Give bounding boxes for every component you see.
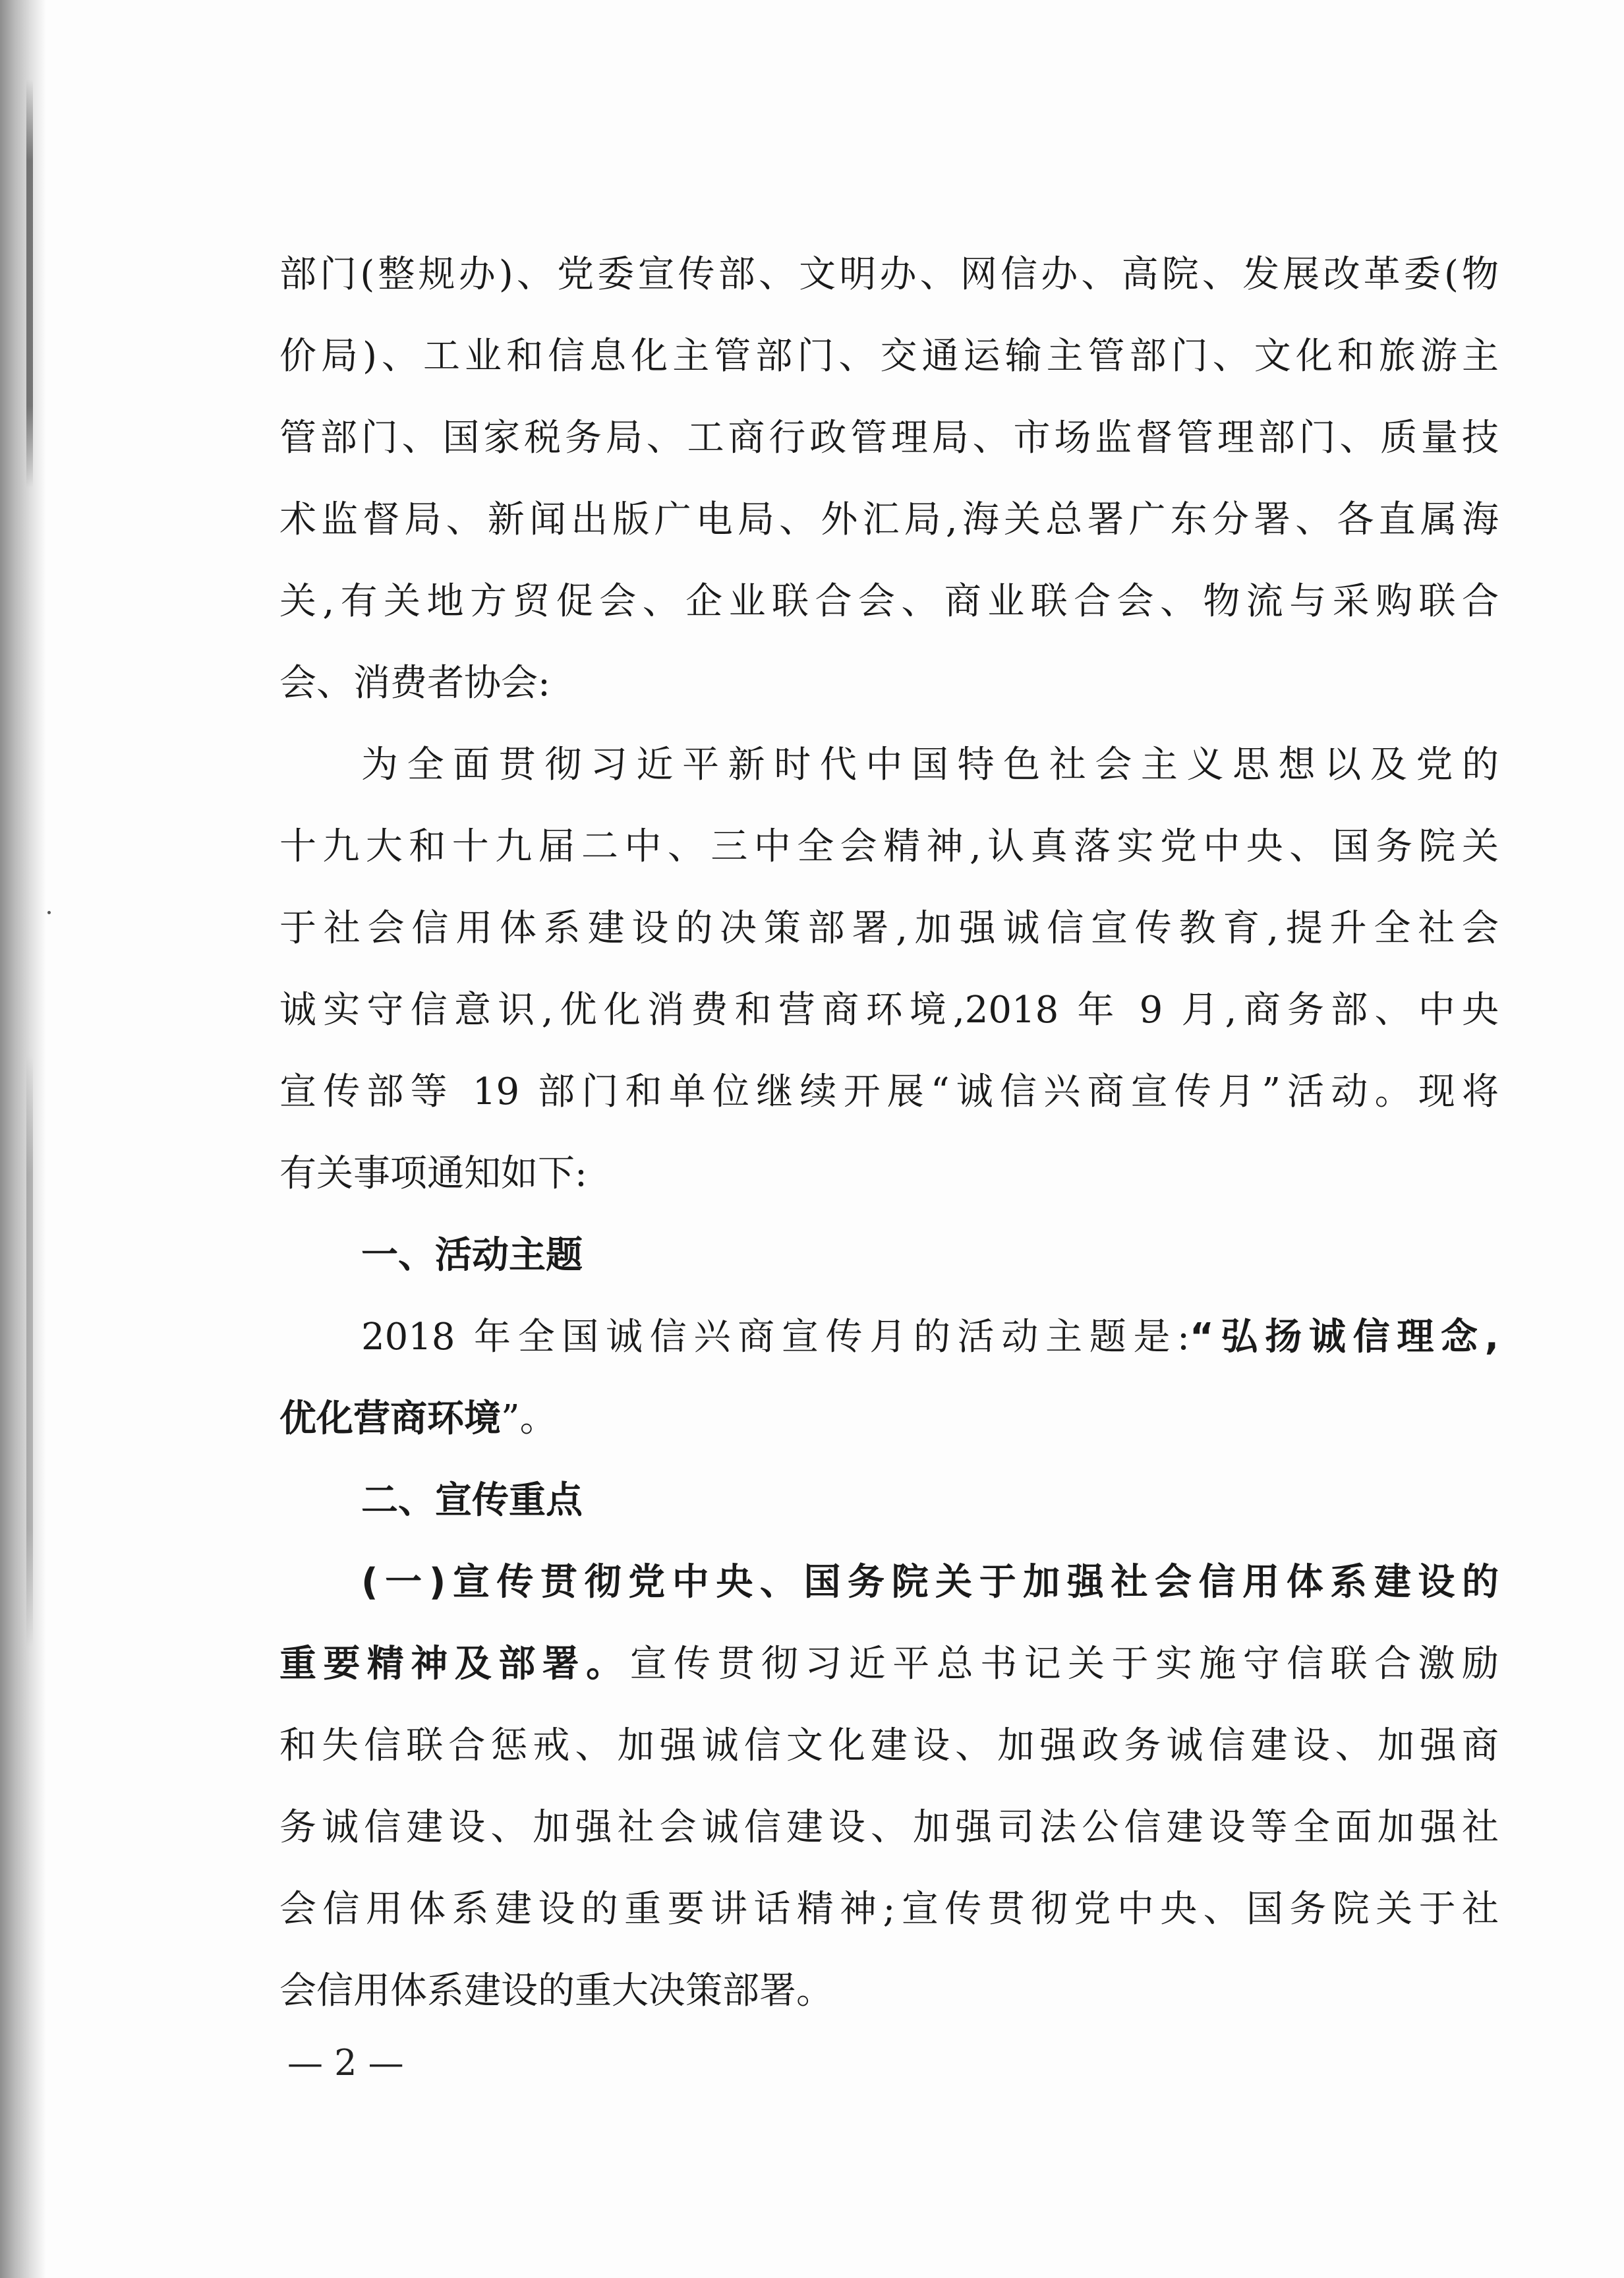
- theme-closing-quote: ”。: [501, 1397, 557, 1440]
- text-line: 价局)、工业和信息化主管部门、交通运输主管部门、文化和旅游主: [279, 335, 1499, 378]
- text-line: 会信用体系建设的重大决策部署。: [279, 1970, 833, 2012]
- text-line: [279, 1297, 1499, 1378]
- text-line: 管部门、国家税务局、工商行政管理局、市场监督管理部门、质量技: [279, 417, 1499, 459]
- text-line: 务诚信建设、加强社会诚信建设、加强司法公信建设等全面加强社: [279, 1806, 1499, 1849]
- theme-bold-text: “弘扬诚信理念,: [1190, 1316, 1499, 1358]
- text-line: [279, 1623, 1499, 1705]
- section-heading: 一、活动主题: [361, 1234, 583, 1277]
- theme-bold-text: 优化营商环境: [279, 1397, 501, 1440]
- document-body: [279, 234, 1499, 2032]
- scanner-streak: [26, 79, 33, 488]
- text-line: 宣传部等 19 部门和单位继续开展“诚信兴商宣传月”活动。现将: [279, 1070, 1499, 1113]
- text-line: 部门(整规办)、党委宣传部、文明办、网信办、高院、发展改革委(物: [279, 253, 1499, 296]
- text-line: 有关事项通知如下:: [279, 1152, 587, 1195]
- scan-speck: [47, 911, 51, 914]
- text-line: 为全面贯彻习近平新时代中国特色社会主义思想以及党的: [361, 744, 1499, 786]
- text-line: 会信用体系建设的重要讲话精神;宣传贯彻党中央、国务院关于社: [279, 1888, 1499, 1931]
- subsection-heading-end: 重要精神及部署。: [279, 1643, 630, 1685]
- subsection-heading: (一)宣传贯彻党中央、国务院关于加强社会信用体系建设的: [361, 1561, 1499, 1604]
- text-line: 诚实守信意识,优化消费和营商环境,2018 年 9 月,商务部、中央: [279, 989, 1499, 1032]
- subsection-text: 宣传贯彻习近平总书记关于实施守信联合激励: [629, 1643, 1499, 1685]
- text-line: 会、消费者协会:: [279, 662, 550, 705]
- text-line: 和失信联合惩戒、加强诚信文化建设、加强政务诚信建设、加强商: [279, 1724, 1499, 1767]
- scanner-shadow: [0, 0, 46, 2278]
- text-line: 十九大和十九届二中、三中全会精神,认真落实党中央、国务院关: [279, 825, 1499, 868]
- text-line: 术监督局、新闻出版广电局、外汇局,海关总署广东分署、各直属海: [279, 498, 1499, 541]
- theme-intro-text: 2018 年全国诚信兴商宣传月的活动主题是:: [361, 1316, 1190, 1358]
- text-line: 于社会信用体系建设的决策部署,加强诚信宣传教育,提升全社会: [279, 907, 1499, 950]
- text-line: 关,有关地方贸促会、企业联合会、商业联合会、物流与采购联合: [279, 580, 1499, 623]
- page-number: — 2 —: [287, 2042, 404, 2084]
- text-line: [279, 1378, 1499, 1460]
- section-heading: 二、宣传重点: [361, 1479, 583, 1522]
- scanner-streak-lower: [26, 1055, 33, 1648]
